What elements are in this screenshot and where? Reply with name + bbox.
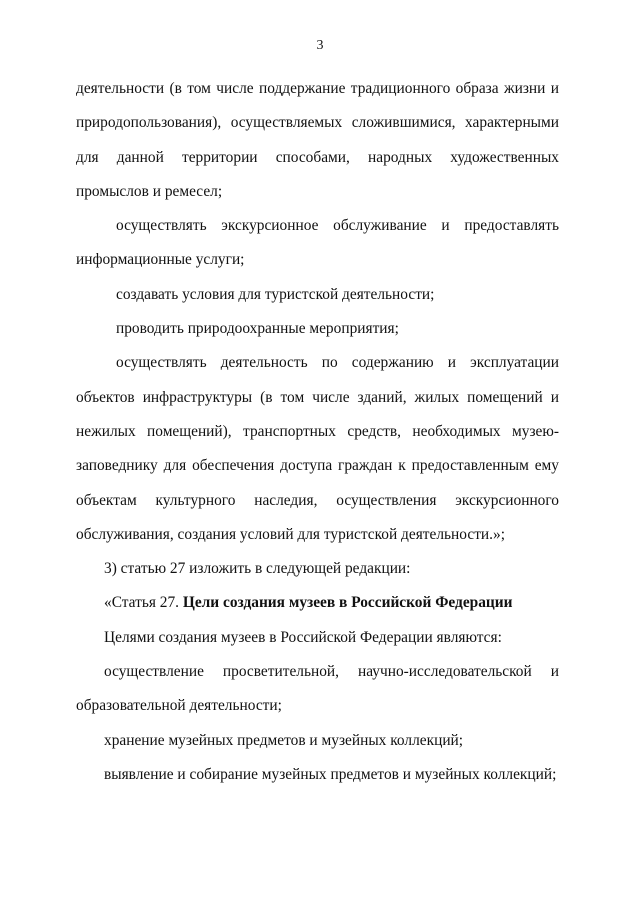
paragraph-goal-collection: выявление и собирание музейных предметов и музейных коллекций; [104,765,557,783]
page-number: 3 [316,38,324,53]
paragraph-activity-continuation: деятельности (в том числе поддержание традиционного образа жизни и природопользования), осуществляемых сложившимися, характерными для данной территории способами, народных художественных промыслов и ремесел; [76,80,559,200]
article-heading [76,586,559,620]
paragraph-nature-protection: проводить природоохранные мероприятия; [116,320,399,338]
document-body [76,72,559,792]
paragraph-infrastructure: осуществлять деятельность по содержанию и эксплуатации объектов инфраструктуры (в том числе зданий, жилых помещений и нежилых помещений), транспортных средств, необходимых музею-заповеднику для обеспечения доступа граждан к предоставленным ему объектам культурного наследия, осуществления экскурсионного обслуживания, создания условий для туристской деятельности.»; [76,354,559,543]
paragraph-goals-intro: Целями создания музеев в Российской Федерации являются: [104,628,502,646]
article-title: Цели создания музеев в Российской Федерации [182,594,513,612]
paragraph-goal-education: осуществление просветительной, научно-исследовательской и образовательной деятельности; [76,663,559,715]
paragraph-amendment-item: 3) статью 27 изложить в следующей редакции: [104,560,411,578]
article-prefix: «Статья 27. [104,594,180,612]
paragraph-tourism-conditions: создавать условия для туристской деятельности; [116,285,435,303]
paragraph-excursion-services: осуществлять экскурсионное обслуживание и предоставлять информационные услуги; [76,217,559,269]
paragraph-goal-storage: хранение музейных предметов и музейных коллекций; [104,731,464,749]
